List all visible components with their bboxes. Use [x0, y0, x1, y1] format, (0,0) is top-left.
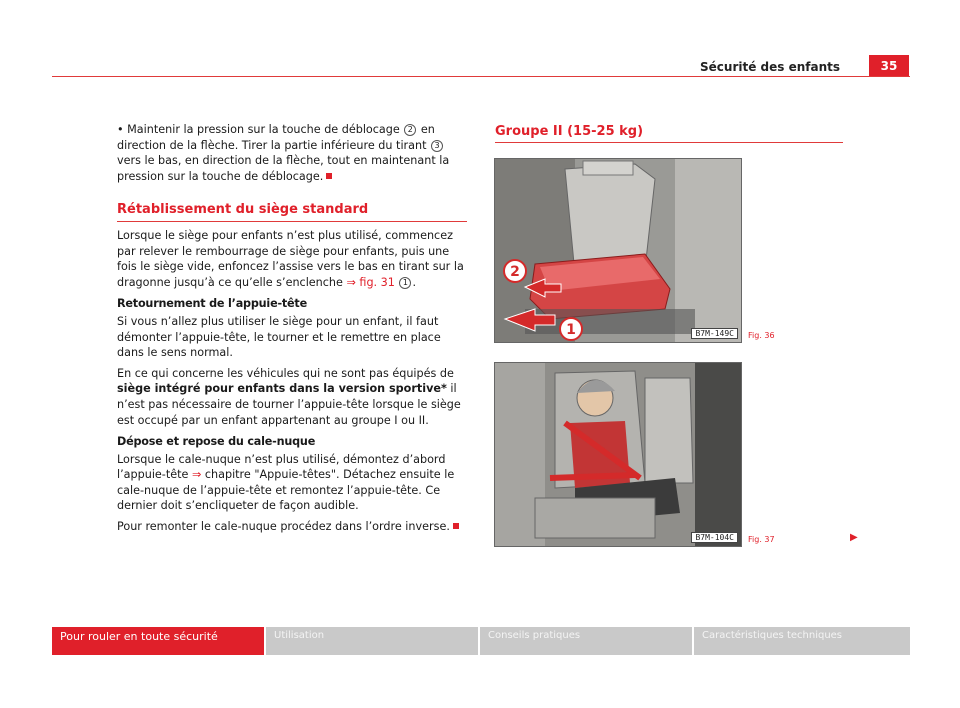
- text: Lorsque le siège pour enfants n’est plus utilisé, commencez par relever le rembourrage de siège pour enfants, puis une fois le siège vide, enfoncez l’assise vers le bas en tirant sur la dragonne jusqu’à ce qu’elle s’enclenche: [117, 228, 464, 289]
- paragraph-reset: [117, 228, 467, 290]
- page-number: 35: [869, 55, 909, 77]
- text: en direction de la flèche. Tirer la partie inférieure du tirant: [117, 123, 435, 152]
- end-marker-icon: [326, 173, 332, 179]
- text: • Maintenir la pression sur la touche de déblocage: [117, 123, 404, 136]
- arrow-icon: ⇒: [346, 275, 356, 289]
- callout-number: 1: [399, 277, 411, 289]
- text: En ce qui concerne les véhicules qui ne sont pas équipés de: [117, 366, 454, 380]
- paragraph-neck-refit: [117, 519, 467, 535]
- footer-tab-specs[interactable]: Caractéristiques techniques: [694, 627, 910, 655]
- paragraph-release: [117, 122, 467, 184]
- text: Lorsque le cale-nuque n’est plus utilisé, démontez d’abord l’appuie-tête: [117, 452, 446, 482]
- text: .: [412, 275, 417, 289]
- paragraph-headrest: Si vous n’allez plus utiliser le siège pour un enfant, il faut démonter l’appuie-tête, le tourner et le remettre en place dans le sens normal.: [117, 314, 441, 360]
- text: vers le bas, en direction de la flèche, tout en maintenant la pression sur la touche de déblocage.: [117, 154, 450, 183]
- figure-code: B7M-104C: [691, 532, 738, 543]
- callout-1: 1: [566, 322, 576, 338]
- footer-tab-tips[interactable]: Conseils pratiques: [480, 627, 692, 655]
- text: Pour remonter le cale-nuque procédez dans l’ordre inverse.: [117, 520, 450, 534]
- heading-headrest: Retournement de l’appuie-tête: [117, 297, 307, 311]
- heading-neck-cushion: Dépose et repose du cale-nuque: [117, 435, 316, 449]
- footer-tab-safety[interactable]: Pour rouler en toute sécurité: [52, 627, 264, 655]
- child-seat-illustration: [495, 363, 741, 546]
- left-column: [117, 122, 467, 540]
- figure-36-image: [494, 158, 742, 343]
- section-title: Sécurité des enfants: [700, 60, 840, 74]
- figure-36-label: Fig. 36: [748, 331, 775, 340]
- callout-2: 2: [510, 264, 520, 280]
- header-rule: [52, 76, 910, 77]
- footer-tab-usage[interactable]: Utilisation: [266, 627, 478, 655]
- paragraph-sport-seat: [117, 366, 467, 428]
- text: il n’est pas nécessaire de tourner l’appuie-tête lorsque le siège est occupé par un enfant appartenant au groupe I ou II.: [117, 382, 461, 427]
- figure-code: B7M-149C: [691, 328, 738, 339]
- figure-37-image: [494, 362, 742, 547]
- seat-illustration: [495, 159, 741, 342]
- arrow-icon: ⇒: [191, 468, 202, 482]
- paragraph-neck-remove: [117, 452, 467, 514]
- figure-link[interactable]: fig. 31: [359, 275, 395, 289]
- bold-text: siège intégré pour enfants dans la version sportive*: [117, 382, 447, 396]
- callout-number: 2: [404, 124, 416, 136]
- continue-arrow-icon: ▶: [850, 532, 858, 543]
- text: chapitre "Appuie-têtes". Détachez ensuite le cale-nuque de l’appuie-tête et remontez l’appuie-tête. Ce dernier doit s’encliqueter de façon audible.: [117, 468, 455, 513]
- heading-reset-seat: Rétablissement du siège standard: [117, 202, 467, 222]
- callout-number: 3: [431, 140, 443, 152]
- end-marker-icon: [453, 523, 459, 529]
- figure-37-label: Fig. 37: [748, 535, 775, 544]
- heading-group-ii: Groupe II (15-25 kg): [495, 124, 843, 143]
